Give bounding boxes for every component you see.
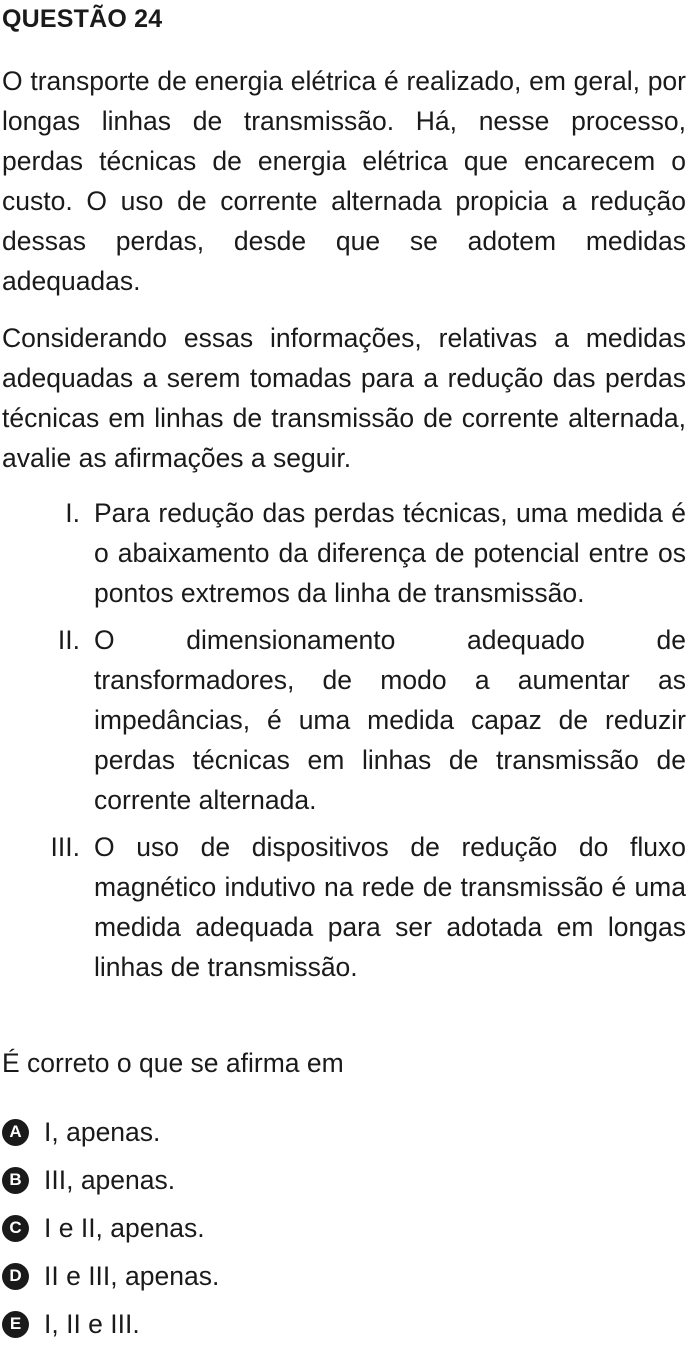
answer-option-c[interactable]: [2, 1204, 219, 1252]
option-text: I e II, apenas.: [44, 1213, 205, 1243]
question-title: QUESTÃO 24: [2, 5, 163, 33]
statement-text: O uso de dispositivos de redução do fluxo magnético indutivo na rede de transmissão é uma medida adequada para ser adotada em longas linhas de transmissão.: [94, 832, 686, 982]
answer-option-d[interactable]: [2, 1252, 219, 1300]
statement-item: [0, 620, 686, 820]
answer-prompt: É correto o que se afirma em: [2, 1048, 344, 1078]
option-letter-badge: B: [2, 1167, 29, 1194]
option-text: I, apenas.: [44, 1117, 161, 1147]
option-letter-badge: E: [2, 1311, 29, 1338]
answer-option-b[interactable]: [2, 1156, 219, 1204]
option-letter-badge: C: [2, 1215, 29, 1242]
answer-option-a[interactable]: [2, 1108, 219, 1156]
answer-options: [2, 1108, 219, 1348]
statement-numeral: II.: [57, 625, 80, 655]
statement-list: [0, 493, 686, 994]
option-text: II e III, apenas.: [44, 1261, 220, 1291]
option-letter-badge: A: [2, 1119, 29, 1146]
statement-item: [0, 493, 686, 613]
answer-option-e[interactable]: [2, 1300, 219, 1348]
statement-text: O dimensionamento adequado de transformadores, de modo a aumentar as impedâncias, é uma medida capaz de reduzir perdas técnicas em linhas de transmissão de corrente alternada.: [94, 625, 686, 815]
option-text: III, apenas.: [44, 1165, 176, 1195]
option-letter-badge: D: [2, 1263, 29, 1290]
statement-item: [0, 827, 686, 987]
statement-numeral: III.: [50, 832, 80, 862]
instruction-paragraph: Considerando essas informações, relativas a medidas adequadas a serem tomadas para a redução das perdas técnicas em linhas de transmissão de corrente alternada, avalie as afirmações a seguir.: [2, 323, 686, 473]
context-paragraph: O transporte de energia elétrica é realizado, em geral, por longas linhas de transmissão. Há, nesse processo, perdas técnicas de energia elétrica que encarecem o custo. O uso de corrente alternada propicia a redução dessas perdas, desde que se adotem medidas adequadas.: [2, 66, 686, 296]
statement-text: Para redução das perdas técnicas, uma medida é o abaixamento da diferença de potencial entre os pontos extremos da linha de transmissão.: [94, 498, 686, 608]
statement-numeral: I.: [65, 498, 80, 528]
option-text: I, II e III.: [44, 1309, 140, 1339]
